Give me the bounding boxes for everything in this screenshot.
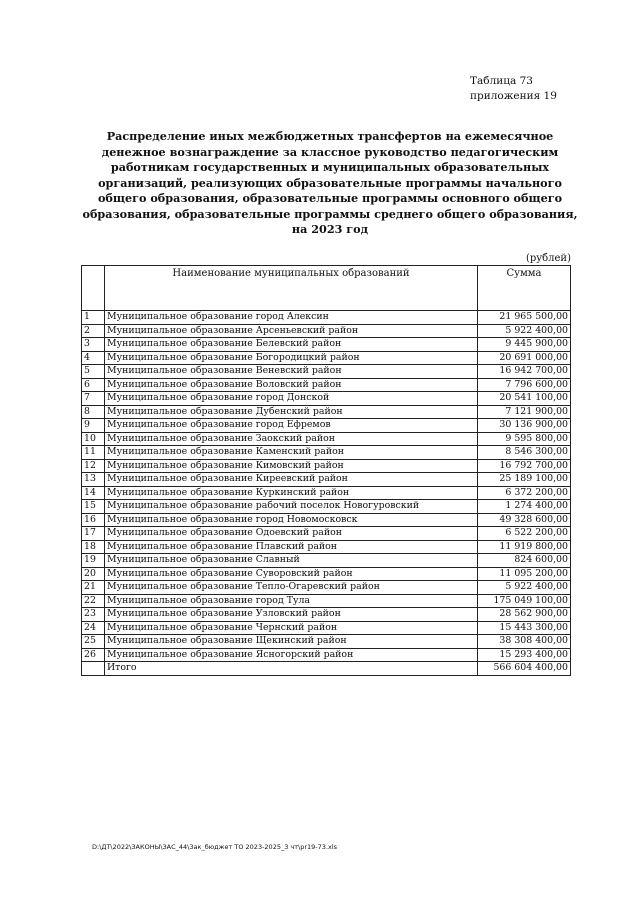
table-body [82,311,571,662]
document-title: Распределение иных межбюджетных трансфертов на ежемесячное денежное вознаграждение за классное руководство педагогическим работникам государственных и муниципальных образовательных организаций, реализующих образовательные программы начального общего образования, образовательные программы основного общего образования, образовательные программы среднего общего образования, на 2023 год [82,129,578,236]
table-row [82,378,571,392]
row-number: 25 [82,635,105,649]
row-sum: 7 796 600,00 [478,378,571,392]
row-municipality: Муниципальное образование Веневский район [105,365,478,379]
row-municipality: Муниципальное образование Узловский район [105,608,478,622]
transfers-table [81,265,571,676]
table-row [82,527,571,541]
row-number: 15 [82,500,105,514]
row-sum: 8 546 300,00 [478,446,571,460]
table-row [82,486,571,500]
row-municipality: Муниципальное образование Богородицкий район [105,351,478,365]
table-label: Таблица 73 [470,75,533,87]
row-municipality: Муниципальное образование Ясногорский район [105,648,478,662]
row-sum: 30 136 900,00 [478,419,571,433]
row-number: 16 [82,513,105,527]
row-number: 20 [82,567,105,581]
header-name-cell: Наименование муниципальных образований [105,266,478,311]
table-row [82,338,571,352]
row-number: 1 [82,311,105,325]
row-number: 26 [82,648,105,662]
row-municipality: Муниципальное образование Дубенский район [105,405,478,419]
table-row [82,594,571,608]
table-row [82,554,571,568]
table-row [82,500,571,514]
row-number: 12 [82,459,105,473]
row-number: 21 [82,581,105,595]
row-municipality: Муниципальное образование Куркинский район [105,486,478,500]
row-sum: 15 293 400,00 [478,648,571,662]
row-municipality: Муниципальное образование Воловский район [105,378,478,392]
table-row [82,446,571,460]
table-row [82,311,571,325]
row-sum: 20 691 000,00 [478,351,571,365]
row-number: 22 [82,594,105,608]
row-sum: 49 328 600,00 [478,513,571,527]
total-label: Итого [105,662,478,676]
row-municipality: Муниципальное образование город Алексин [105,311,478,325]
row-number: 10 [82,432,105,446]
row-number: 14 [82,486,105,500]
row-municipality: Муниципальное образование Одоевский район [105,527,478,541]
row-number: 17 [82,527,105,541]
table-row [82,365,571,379]
row-sum: 15 443 300,00 [478,621,571,635]
row-number: 11 [82,446,105,460]
table-row [82,635,571,649]
row-number: 7 [82,392,105,406]
row-municipality: Муниципальное образование рабочий поселок Новогуровский [105,500,478,514]
units-label: (рублей) [525,253,571,264]
table-row [82,567,571,581]
row-sum: 5 922 400,00 [478,581,571,595]
row-municipality: Муниципальное образование город Ефремов [105,419,478,433]
row-municipality: Муниципальное образование Щекинский район [105,635,478,649]
row-sum: 6 522 200,00 [478,527,571,541]
row-number: 24 [82,621,105,635]
table-row [82,608,571,622]
table-row [82,419,571,433]
table-row [82,351,571,365]
table-row [82,405,571,419]
row-number: 2 [82,324,105,338]
file-path-footer: D:\ДТ\2022\ЗАКОНЫ\ЗАС_44\Зак_бюджет ТО 2023-2025_3 чт\pr19-73.xls [92,843,338,851]
row-municipality: Муниципальное образование Плавский район [105,540,478,554]
table-row [82,513,571,527]
appendix-label: приложения 19 [470,90,557,102]
table-reference [470,74,557,104]
table-header-row [82,266,571,311]
row-sum: 9 445 900,00 [478,338,571,352]
total-sum: 566 604 400,00 [478,662,571,676]
row-number: 4 [82,351,105,365]
row-municipality: Муниципальное образование Каменский район [105,446,478,460]
table-row [82,459,571,473]
row-sum: 6 372 200,00 [478,486,571,500]
header-sum-cell: Сумма [478,266,571,311]
row-number: 3 [82,338,105,352]
row-number: 6 [82,378,105,392]
row-municipality: Муниципальное образование Славный [105,554,478,568]
row-municipality: Муниципальное образование Заокский район [105,432,478,446]
table-row [82,324,571,338]
row-number: 18 [82,540,105,554]
row-number: 9 [82,419,105,433]
row-municipality: Муниципальное образование Кимовский район [105,459,478,473]
table-row [82,540,571,554]
row-sum: 11 919 800,00 [478,540,571,554]
total-row [82,662,571,676]
table-row [82,392,571,406]
row-municipality: Муниципальное образование Тепло-Огаревский район [105,581,478,595]
row-sum: 25 189 100,00 [478,473,571,487]
row-sum: 21 965 500,00 [478,311,571,325]
row-number: 5 [82,365,105,379]
row-sum: 175 049 100,00 [478,594,571,608]
row-sum: 1 274 400,00 [478,500,571,514]
row-sum: 38 308 400,00 [478,635,571,649]
table-row [82,648,571,662]
row-number: 8 [82,405,105,419]
row-municipality: Муниципальное образование Белевский район [105,338,478,352]
table-row [82,621,571,635]
row-sum: 16 942 700,00 [478,365,571,379]
row-sum: 7 121 900,00 [478,405,571,419]
row-municipality: Муниципальное образование город Донской [105,392,478,406]
row-number: 13 [82,473,105,487]
table-row [82,432,571,446]
row-sum: 11 095 200,00 [478,567,571,581]
row-municipality: Муниципальное образование город Новомосковск [105,513,478,527]
table-row [82,473,571,487]
row-municipality: Муниципальное образование город Тула [105,594,478,608]
row-sum: 20 541 100,00 [478,392,571,406]
row-sum: 9 595 800,00 [478,432,571,446]
row-number: 23 [82,608,105,622]
row-municipality: Муниципальное образование Чернский район [105,621,478,635]
total-number-cell [82,662,105,676]
header-number-cell [82,266,105,311]
table-row [82,581,571,595]
row-sum: 824 600,00 [478,554,571,568]
row-municipality: Муниципальное образование Суворовский район [105,567,478,581]
row-sum: 16 792 700,00 [478,459,571,473]
row-number: 19 [82,554,105,568]
row-sum: 28 562 900,00 [478,608,571,622]
row-municipality: Муниципальное образование Киреевский район [105,473,478,487]
row-sum: 5 922 400,00 [478,324,571,338]
row-municipality: Муниципальное образование Арсеньевский район [105,324,478,338]
